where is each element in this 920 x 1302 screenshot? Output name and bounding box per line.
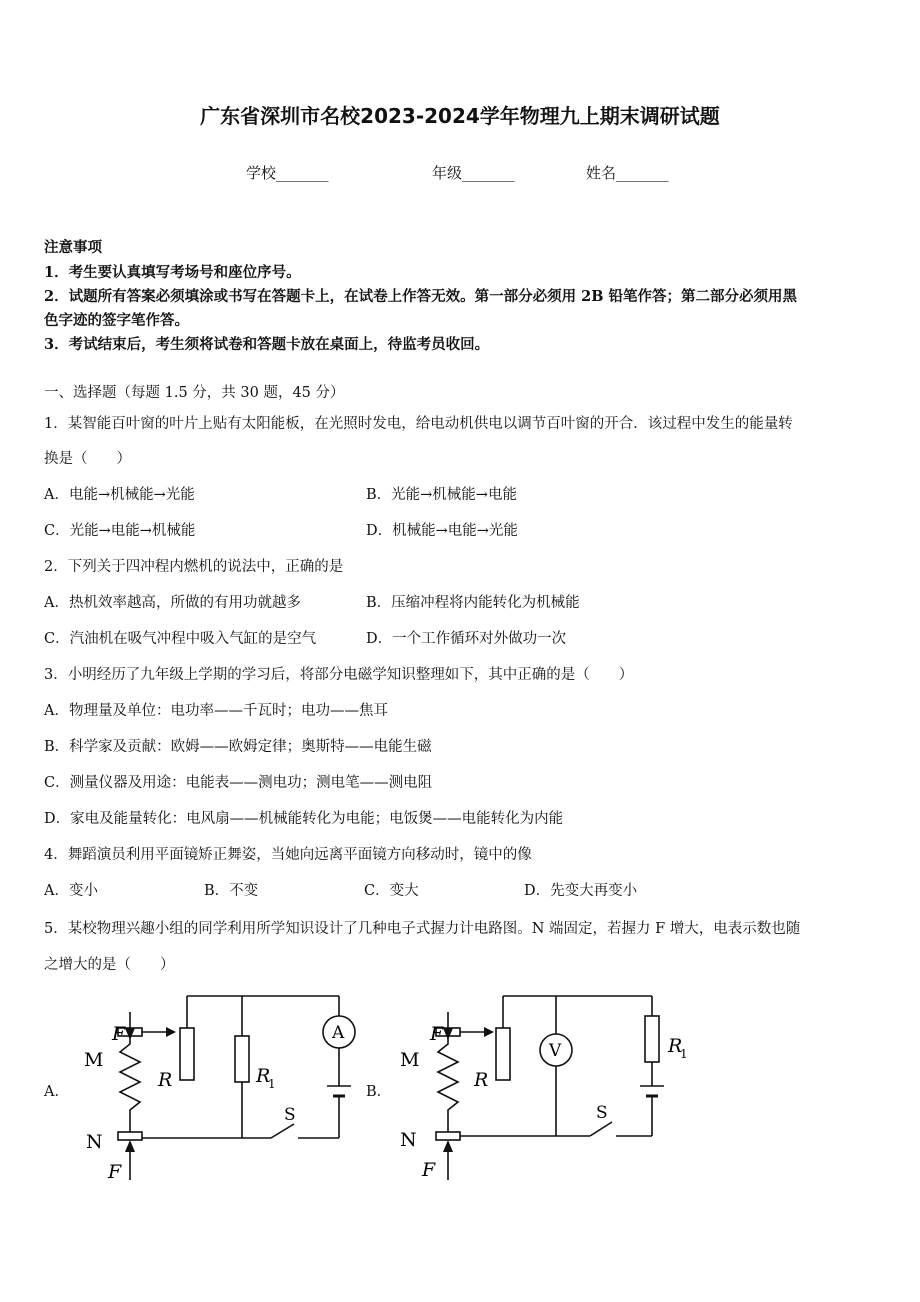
q4-option-a: A．变小 <box>44 883 98 899</box>
q1-option-a: A．电能→机械能→光能 <box>44 487 195 503</box>
school-field: 学校_______ <box>246 164 329 182</box>
question-1-stem: 1．某智能百叶窗的叶片上贴有太阳能板，在光照时发电，给电动机供电以调节百叶窗的开合．该过程中发生的能量转 <box>44 416 793 432</box>
circuit-diagram-b <box>394 990 694 1190</box>
force-label: F <box>430 1023 444 1045</box>
section-heading: 一、选择题（每题 1.5 分，共 30 题，45 分） <box>44 385 345 401</box>
resistor-r1-label: R <box>668 1035 683 1057</box>
q5-option-a-label: A． <box>44 1084 69 1100</box>
endpoint-m-label: M <box>84 1049 104 1071</box>
endpoint-n-label: N <box>400 1129 417 1151</box>
q3-option-c: C．测量仪器及用途：电能表——测电功；测电笔——测电阻 <box>44 775 433 791</box>
q5-option-b-label: B． <box>366 1084 392 1100</box>
q3-option-d: D．家电及能量转化：电风扇——机械能转化为电能；电饭煲——电能转化为内能 <box>44 811 564 827</box>
notice-heading: 注意事项 <box>44 239 102 256</box>
resistor-r1-subscript: 1 <box>680 1047 688 1061</box>
question-3-stem: 3．小明经历了九年级上学期的学习后，将部分电磁学知识整理如下，其中正确的是（ ） <box>44 667 634 683</box>
force-label: F <box>112 1023 126 1045</box>
force-label: F <box>108 1161 122 1183</box>
q2-option-d: D．一个工作循环对外做功一次 <box>366 631 567 647</box>
grade-field: 年级_______ <box>432 164 515 182</box>
voltmeter-icon: V <box>549 1041 562 1061</box>
force-label: F <box>422 1159 436 1181</box>
q2-option-a: A．热机效率越高，所做的有用功就越多 <box>44 595 301 611</box>
q4-option-c: C．变大 <box>364 883 419 899</box>
endpoint-m-label: M <box>400 1049 420 1071</box>
question-5-stem: 5．某校物理兴趣小组的同学利用所学知识设计了几种电子式握力计电路图。N 端固定，若握力 F 增大，电表示数也随 <box>44 921 801 937</box>
q4-option-b: B．不变 <box>204 883 259 899</box>
notice-item: 2．试题所有答案必须填涂或书写在答题卡上，在试卷上作答无效。第一部分必须用 2B 铅笔作答；第二部分必须用黑 <box>44 288 798 305</box>
question-2-stem: 2．下列关于四冲程内燃机的说法中，正确的是 <box>44 559 344 575</box>
resistor-r1-label: R <box>256 1065 271 1087</box>
switch-label: S <box>284 1105 296 1125</box>
q2-option-b: B．压缩冲程将内能转化为机械能 <box>366 595 580 611</box>
q1-option-d: D．机械能→电能→光能 <box>366 523 518 539</box>
notice-item: 1．考生要认真填写考场号和座位序号。 <box>44 264 301 281</box>
q1-option-b: B．光能→机械能→电能 <box>366 487 517 503</box>
notice-item: 色字迹的签字笔作答。 <box>44 312 189 329</box>
notice-item: 3．考试结束后，考生须将试卷和答题卡放在桌面上，待监考员收回。 <box>44 336 490 353</box>
question-4-stem: 4．舞蹈演员利用平面镜矫正舞姿，当她向远离平面镜方向移动时，镜中的像 <box>44 847 532 863</box>
page-title: 广东省深圳市名校2023-2024学年物理九上期末调研试题 <box>200 104 720 128</box>
q3-option-a: A．物理量及单位：电功率——千瓦时；电功——焦耳 <box>44 703 388 719</box>
circuit-diagram-a <box>76 990 366 1190</box>
q3-option-b: B．科学家及贡献：欧姆——欧姆定律；奥斯特——电能生磁 <box>44 739 432 755</box>
q4-option-d: D．先变大再变小 <box>524 883 638 899</box>
resistor-r1-subscript: 1 <box>268 1077 276 1091</box>
q2-option-c: C．汽油机在吸气冲程中吸入气缸的是空气 <box>44 631 317 647</box>
switch-label: S <box>596 1103 608 1123</box>
resistor-r-label: R <box>474 1069 489 1091</box>
question-5-stem-cont: 之增大的是（ ） <box>44 957 175 973</box>
name-field: 姓名_______ <box>586 164 669 182</box>
q1-option-c: C．光能→电能→机械能 <box>44 523 196 539</box>
question-1-stem-cont: 换是（ ） <box>44 451 131 467</box>
ammeter-icon: A <box>332 1023 345 1043</box>
resistor-r-label: R <box>158 1069 173 1091</box>
endpoint-n-label: N <box>86 1131 103 1153</box>
